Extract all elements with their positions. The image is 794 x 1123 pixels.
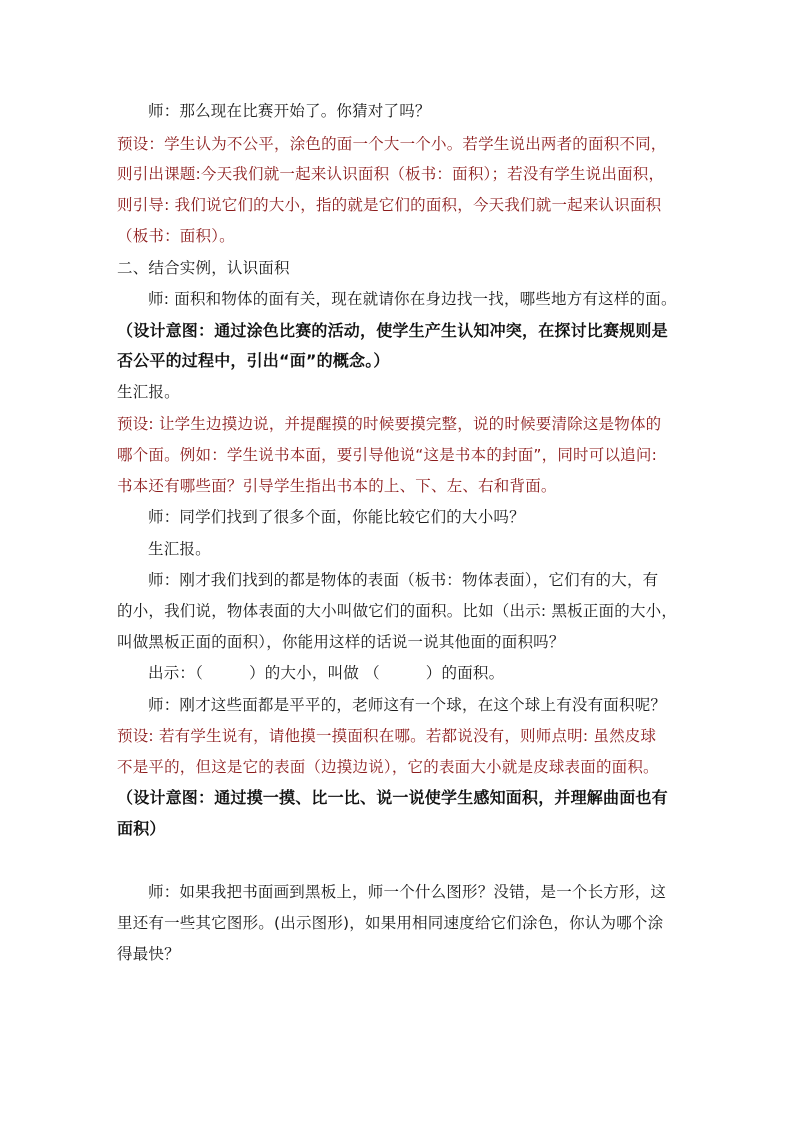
text-line: 预设：学生认为不公平，涂色的面一个大一个小。若学生说出两者的面积不同， — [117, 135, 667, 153]
text-line: 师：如果我把书面画到黑板上，师一个什么图形？没错，是一个长方形，这 — [148, 883, 667, 901]
fill-prefix: 出示：（ — [148, 664, 204, 682]
text-line: 生汇报。 — [148, 540, 211, 558]
section-heading: 二、结合实例，认识面积 — [117, 259, 290, 277]
text-line: 叫做黑板正面的面积），你能用这样的话说一说其他面的面积吗？ — [117, 633, 565, 651]
text-line: 不是平的，但这是它的表面（边摸边说），它的表面大小就是皮球表面的面积。 — [117, 758, 659, 776]
text-line: 师：同学们找到了很多个面，你能比较它们的大小吗？ — [148, 508, 525, 526]
text-line: 预设: 让学生边摸边说，并提醒摸的时候要摸完整，说的时候要清除这是物体的 — [117, 415, 662, 433]
design-intent-line: （设计意图：通过涂色比赛的活动，使学生产生认知冲突，在探讨比赛规则是 — [117, 321, 668, 340]
text-line: 哪个面。例如：学生说书本面，要引导他说“这是书本的封面”，同时可以追问: — [117, 446, 657, 464]
text-line: 师：刚才我们找到的都是物体的表面（板书：物体表面），它们有的大，有 — [148, 571, 659, 589]
text-line: 书本还有哪些面？引导学生指出书本的上、下、左、右和背面。 — [117, 477, 557, 495]
text-line: 里还有一些其它图形。(出示图形)，如果用相同速度给它们涂色，你认为哪个涂 — [117, 914, 664, 932]
design-intent-line: 面积） — [117, 819, 166, 838]
text-line: 则引导: 我们说它们的大小，指的就是它们的面积，今天我们就一起来认识面积 — [117, 196, 662, 214]
design-intent-line: （设计意图：通过摸一摸、比一比、说一说使学生感知面积，并理解曲面也有 — [117, 788, 668, 807]
text-line: 生汇报。 — [117, 383, 180, 401]
text-line: 师: 面积和物体的面有关，现在就请你在身边找一找，哪些地方有这样的面。 — [148, 290, 677, 308]
text-line: 得最快？ — [117, 945, 180, 963]
text-line: 师：刚才这些面都是平平的，老师这有一个球，在这个球上有没有面积呢？ — [148, 696, 667, 714]
fill-middle: ）的大小，叫做 （ — [249, 664, 380, 682]
fill-suffix: ）的面积。 — [425, 664, 505, 682]
text-line: 的小，我们说，物体表面的大小叫做它们的面积。比如（出示: 黑板正面的大小， — [117, 602, 678, 620]
text-line: 则引出课题:今天我们就一起来认识面积（板书：面积）；若没有学生说出面积， — [117, 165, 665, 183]
text-line: （板书：面积）。 — [117, 227, 235, 245]
text-line: 预设: 若有学生说有，请他摸一摸面积在哪。若都说没有，则师点明: 虽然皮球 — [117, 727, 657, 745]
fill-in-sentence — [148, 662, 504, 684]
text-line: 师：那么现在比赛开始了。你猜对了吗？ — [148, 102, 431, 120]
design-intent-line: 否公平的过程中，引出“面”的概念。） — [117, 351, 390, 370]
